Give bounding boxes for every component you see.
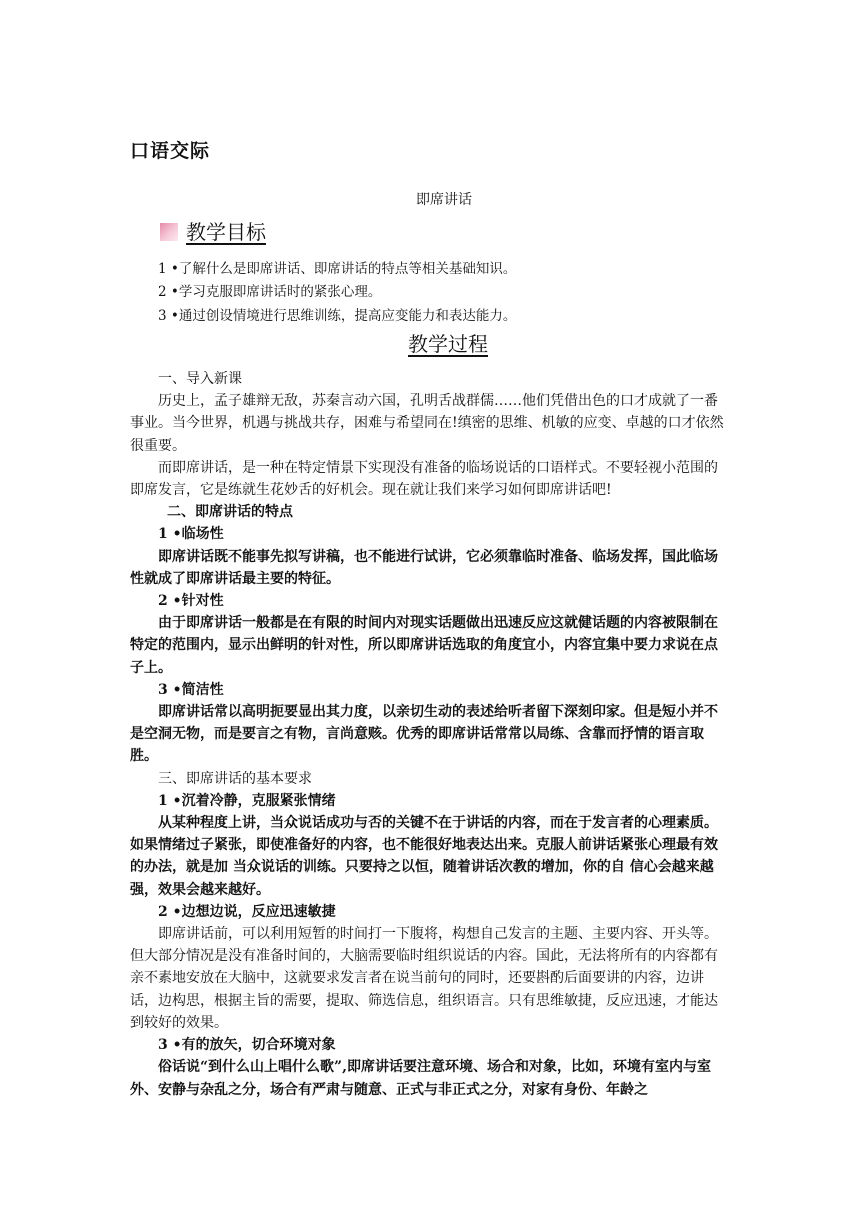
paragraph: 而即席讲话，是一种在特定情景下实现没有准备的临场说话的口语样式。不要轻视小范围的即席发言，它是练就生花妙舌的好机会。现在就让我们来学习如何即席讲话吧! bbox=[130, 459, 718, 499]
goal-item: 2 •学习克服即席讲话时的紧张心理。 bbox=[158, 284, 382, 300]
section-title: 二、即席讲话的特点 bbox=[167, 504, 293, 521]
subsection-title: 3 •有的放矢，切合环境对象 bbox=[158, 1037, 336, 1054]
process-heading: 教学过程 bbox=[408, 332, 488, 356]
goals-heading bbox=[160, 215, 266, 245]
paragraph: 从某种程度上讲，当众说话成功与否的关键不在于讲话的内容，而在于发言者的心理素质。如果情绪过子紧张，即使准备好的内容，也不能很好地表达出来。克服人前讲话紧张心理最有效的办法，就是加 当众说话的训练。只要持之以恒，随着讲话次教的增加，你的自 信心会越来越强，效果会越来越好。 bbox=[130, 815, 718, 898]
section-title: 三、即席讲话的基本要求 bbox=[158, 770, 312, 787]
paragraph: 即席讲话常以高明扼要显出其力度，以亲切生动的表述给听者留下深刻印家。但是短小并不是空洞无物，而是要言之有物，言尚意赅。优秀的即席讲话常常以局练、含靠而抒情的语言取胜。 bbox=[130, 704, 718, 765]
page-title: 口语交际 bbox=[130, 140, 211, 162]
paragraph: 即席讲话前，可以利用短暂的时间打一下腹将，构想自己发言的主题、主要内容、开头等。但大部分情况是没有准备时间的，大脑需要临时组织说话的内容。国此，无法将所有的内容都有亲不素地安放在大脑中，这就要求发言者在说当前句的同时，还要斟酌后面要讲的内容，边讲话，边构思，根据主旨的需要，提取、筛选信息，组织语言。只有思维敏捷，反应迅速，才能达到较好的效果。 bbox=[130, 926, 718, 1031]
document-body bbox=[130, 368, 730, 1101]
subsection-title: 1 •沉着冷静，克服紧张情绪 bbox=[158, 792, 336, 809]
section-title: 一、导入新课 bbox=[158, 371, 242, 387]
subsection-title: 3 •简洁性 bbox=[158, 681, 224, 698]
goal-item: 1 •了解什么是即席讲话、即席讲话的特点等相关基础知识。 bbox=[158, 261, 517, 277]
paragraph: 俗话说“到什么山上唱什么歌”,即席讲话要注意环境、场合和对象，比如，环境有室内与室外、安静与杂乱之分，场合有严肃与随意、正式与非正式之分，对家有身份、年龄之 bbox=[130, 1059, 711, 1098]
paragraph: 由于即席讲话一般都是在有限的时间内对现实话题做出迅速反应这就健话题的内容被限制在特定的范围内，显示出鲜明的针对性，所以即席讲话选取的角度宜小，内容宜集中要力求说在点子上。 bbox=[130, 615, 718, 676]
subsection-title: 1 •临场性 bbox=[158, 526, 224, 543]
paragraph: 历史上，孟子雄辩无敌，苏秦言动六国，孔明舌战群儒……他们凭借出色的口才成就了一番事业。当今世界，机遇与挑战共存，困难与希望同在!缜密的思维、机敏的应变、卓越的口才依然很重要。 bbox=[130, 393, 724, 454]
goals-heading-text: 教学目标 bbox=[186, 219, 266, 244]
paragraph: 即席讲话既不能事先拟写讲稿，也不能进行试讲，它必须靠临时准备、临场发挥，国此临场性就成了即席讲话最主要的特征。 bbox=[130, 548, 718, 587]
subsection-title: 2 •边想边说，反应迅速敏捷 bbox=[158, 903, 336, 920]
lesson-subtitle: 即席讲话 bbox=[416, 192, 472, 208]
subsection-title: 2 •针对性 bbox=[158, 593, 224, 610]
pink-bullet-icon bbox=[160, 223, 178, 241]
goal-item: 3 •通过创设情境进行思维训练，提高应变能力和表达能力。 bbox=[158, 308, 517, 324]
